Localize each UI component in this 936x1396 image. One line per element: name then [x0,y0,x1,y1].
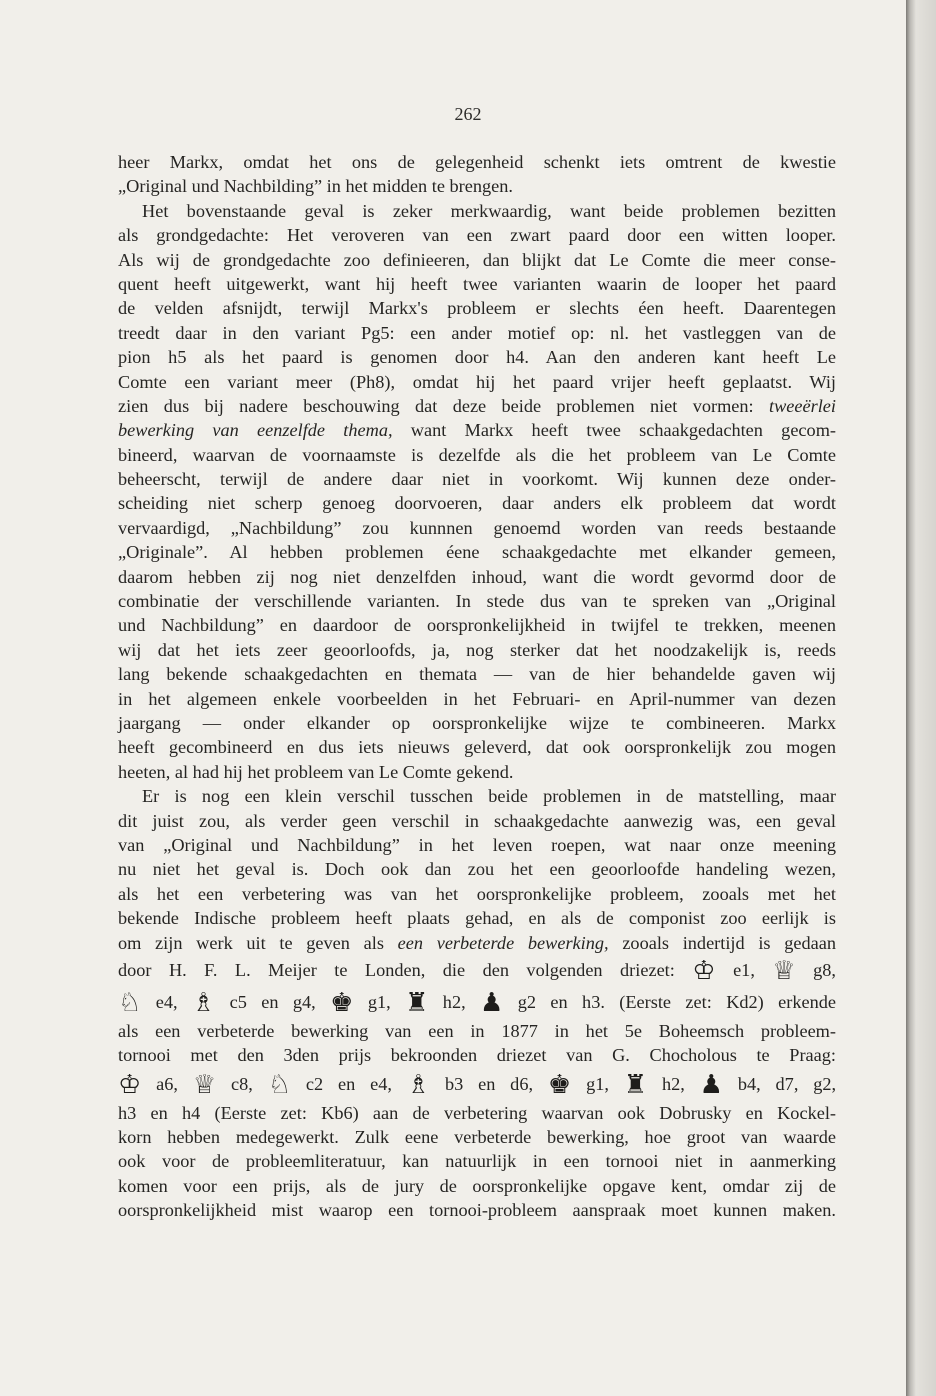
line-text: bineerd, waarvan de voornaamste is dezelfde als die het probleem van Le Comte [118,444,836,465]
text-line [118,1125,836,1149]
line-text: van „Original und Nachbildung” in het leven roepen, wat naar onze meening [118,834,836,855]
text-line [118,491,836,515]
square: b3 en d6, [444,1073,534,1094]
italic-phrase: bewerking van eenzelfde thema, [118,420,393,441]
line-text: Als wij de grondgedachte zoo definieeren, dan blijkt dat Le Comte die meer conse- [118,249,836,270]
text-line [118,1068,836,1101]
black-pawn-icon: ♟ [699,1069,723,1100]
square: g2 en h3. (Eerste zet: Kd2) erkende [517,991,836,1012]
text-line [118,809,836,833]
line-text: wij dat het iets zeer geoorloofds, ja, nog sterker dat het noodzakelijk is, reeds [118,639,836,660]
text-line [118,1043,836,1067]
text-line [118,150,836,174]
line-text: vervaardigd, „Nachbildung” zou kunnnen genoemd worden van reeds bestaande [118,517,836,538]
text-line [118,345,836,369]
black-king-icon: ♚ [547,1069,572,1100]
text-line [118,199,836,223]
white-king-icon: ♔ [692,955,716,986]
line-text: ook voor de probleemliteratuur, kan natuurlijk in een tornooi niet in aanmerking [118,1151,836,1172]
italic-phrase: een verbeterde bewerking, [397,932,609,953]
line-text: zien dus bij nadere beschouwing dat deze beide problemen niet vormen: [118,395,754,416]
white-knight-icon: ♘ [267,1069,292,1100]
line-text: de velden afsnijdt, terwijl Markx's probleem er slechts éen heeft. Daarentegen [118,298,836,319]
line-text: treedt daar in den variant Pg5: een ander motief op: nl. het vastleggen van de [118,322,836,343]
line-text: komen voor een prijs, als de jury de oorspronkelijke opgave kent, omdar zij de [118,1175,836,1196]
line-text: zooals indertijd is gedaan [622,932,836,953]
page-edge [906,0,936,1396]
text-line [118,1019,836,1043]
line-text: Het bovenstaande geval is zeker merkwaardig, want beide problemen bezitten [142,200,836,221]
white-knight-icon: ♘ [118,987,142,1018]
line-text: und Nachbildung” en daardoor de oorspronkelijkheid in twijfel te trekken, meenen [118,615,836,636]
text-line [118,882,836,906]
text-line [118,467,836,491]
text-line [118,931,836,955]
text-line [118,906,836,930]
square: b4, d7, g2, [737,1073,837,1094]
line-text: heer Markx, omdat het ons de gelegenheid schenkt iets omtrent de kwestie [118,152,836,172]
line-text: Comte een variant meer (Ph8), omdat hij het paard vrijer heeft geplaatst. Wij [118,371,836,392]
line-text: jaargang — onder elkander op oorspronkelijke wijze te combineeren. Markx [118,712,836,733]
text-line [118,589,836,613]
text-line [118,565,836,589]
square: e1, [733,959,755,980]
line-text: scheiding niet scherp genoeg doorvoeren, daar anders elk probleem dat wordt [118,493,836,514]
text-line [118,955,836,986]
line-text: in het algemeen enkele voorbeelden in het Februari- en April-nummer van dezen [118,688,836,709]
square: g1, [367,991,391,1012]
text-line [118,370,836,394]
text-line [118,1198,836,1222]
line-text: om zijn werk uit te geven als [118,932,384,953]
line-text: „Originale”. Al hebben problemen éene schaakgedachte met elkander gemeen, [118,542,836,563]
text-line [118,296,836,320]
white-bishop-icon: ♗ [191,987,216,1018]
square: c8, [231,1073,253,1094]
square: a6, [156,1073,178,1094]
line-text: want Markx heeft twee schaakgedachten gecom- [410,420,836,441]
text-line [118,248,836,272]
italic-phrase: tweeërlei [768,395,836,416]
line-text: beheerscht, terwijl de andere daar niet in voorkomt. Wij kunnen deze onder- [118,469,836,490]
line-text: bekende Indische probleem heeft plaats gehad, en als de componist zoo eerlijk is [118,908,836,929]
square: h2, [661,1073,685,1094]
text-line [118,833,836,857]
page-number: 262 [454,104,482,124]
line-text: dit juist zou, als verder geen verschil in schaakgedachte aanwezig was, een geval [118,810,836,831]
text-line [118,540,836,564]
black-pawn-icon: ♟ [480,987,504,1018]
line-text: nu niet het geval is. Doch ook dan zou het een geoorloofde handeling wezen, [118,859,836,880]
text-line [118,272,836,296]
square: c5 en g4, [229,991,316,1012]
text-line [118,321,836,345]
line-text: quent heeft uitgewerkt, want hij heeft twee varianten waarin de looper het paard [118,273,836,294]
line-text: „Original und Nachbilding” in het midden te brengen. [118,176,513,197]
white-queen-icon: ♕ [192,1069,217,1100]
line-text: heeten, al had hij het probleem van Le Comte gekend. [118,761,514,782]
line-text: combinatie der verschillende varianten. In stede dus van te spreken van „Original [118,591,836,612]
line-text: tornooi met den 3den prijs bekroonden driezet van G. Chocholous te Praag: [118,1045,836,1066]
black-king-icon: ♚ [330,987,354,1018]
text-line [118,735,836,759]
text-line [118,394,836,418]
text-line [118,1149,836,1173]
square: c2 en e4, [305,1073,392,1094]
text-line [118,174,836,198]
line-text: door H. F. L. Meijer te Londen, die den volgenden driezet: [118,959,675,980]
square: g8, [813,959,836,980]
text-line [118,760,836,784]
line-text: korn hebben medegewerkt. Zulk eene verbeterde bewerking, hoe groot van waarde [118,1127,836,1148]
square: g1, [586,1073,609,1094]
text-line [118,638,836,662]
line-text: als het een verbetering was van het oorspronkelijke probleem, zooals met het [118,883,836,904]
text-line [118,223,836,247]
text-line [118,1101,836,1125]
line-text: als grondgedachte: Het veroveren van een zwart paard door een witten looper. [118,225,836,246]
text-line [118,784,836,808]
text-line [118,711,836,735]
text-line [118,1174,836,1198]
line-text: Er is nog een klein verschil tusschen beide problemen in de matstelling, maar [142,786,836,807]
text-line [118,516,836,540]
line-text: als een verbeterde bewerking van een in 1877 in het 5e Boheemsch probleem- [118,1020,836,1041]
body-text [118,150,836,1223]
black-rook-icon: ♜ [405,987,429,1018]
text-line [118,857,836,881]
line-text: pion h5 als het paard is genomen door h4. Aan den anderen kant heeft Le [118,347,836,368]
text-line [118,662,836,686]
line-text: heeft gecombineerd en dus iets nieuws geleverd, dat ook oorspronkelijk zou mogen [118,737,836,758]
text-line [118,687,836,711]
text-line [118,418,836,442]
white-queen-icon: ♕ [772,955,796,986]
square: e4, [155,991,178,1012]
line-text: daarom hebben zij nog niet denzelfden inhoud, want die wordt gevormd door de [118,566,836,587]
white-bishop-icon: ♗ [406,1069,431,1100]
white-king-icon: ♔ [118,1069,142,1100]
text-line [118,443,836,467]
line-text: h3 en h4 (Eerste zet: Kb6) aan de verbetering waarvan ook Dobrusky en Kockel- [118,1102,836,1123]
square: h2, [442,991,466,1012]
line-text: lang bekende schaakgedachten en themata — van de hier behandelde gaven wij [118,664,836,685]
line-text: oorspronkelijkheid mist waarop een tornooi-probleem aanspraak moet kunnen maken. [118,1200,836,1221]
text-line [118,986,836,1019]
black-rook-icon: ♜ [623,1069,648,1100]
text-line [118,613,836,637]
